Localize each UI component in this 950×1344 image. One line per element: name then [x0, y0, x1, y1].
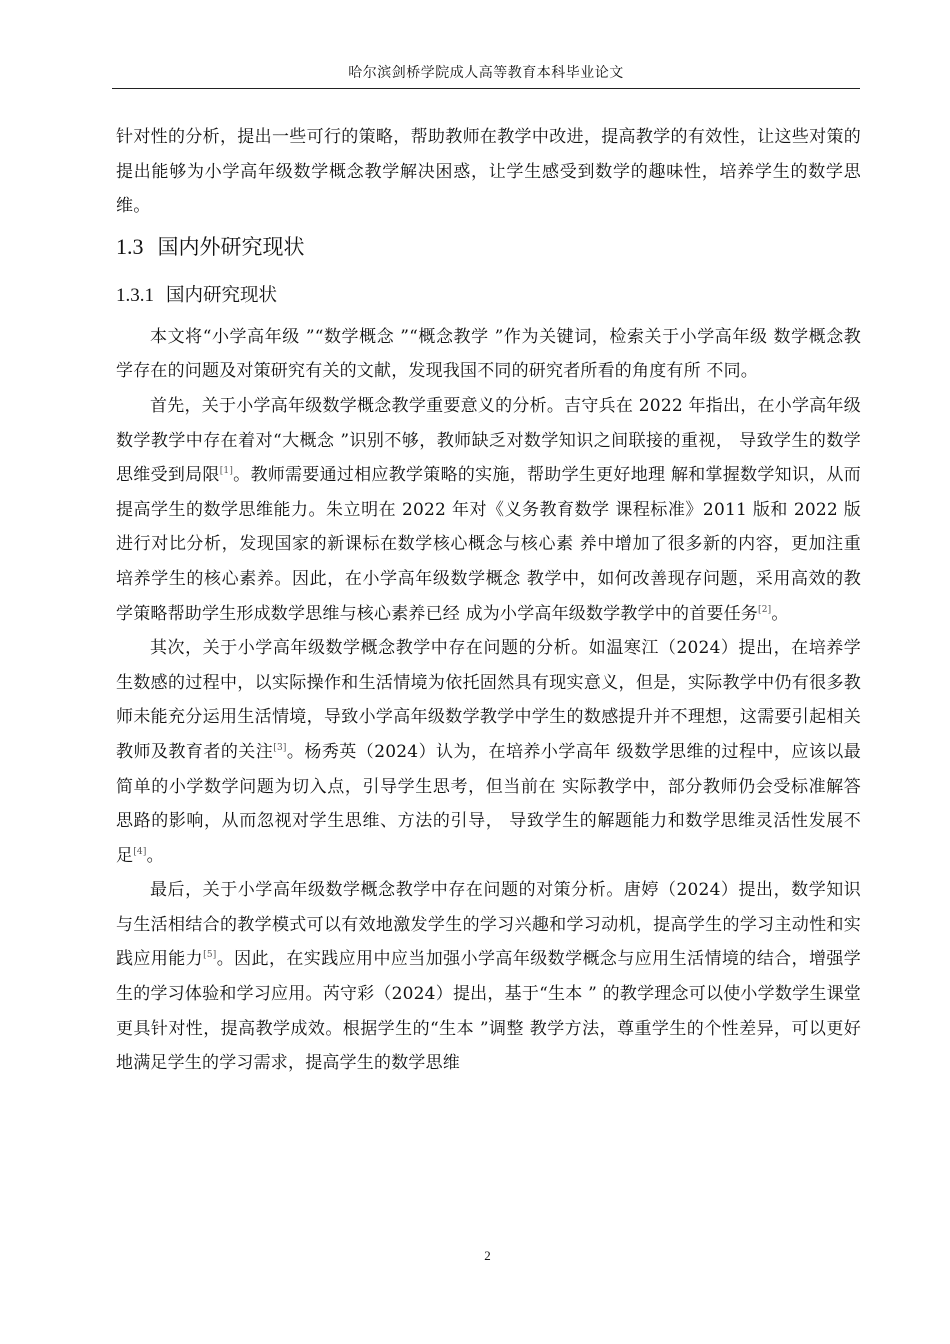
citation-2: [2] [758, 604, 772, 615]
paragraph-keywords: 本文将“小学高年级 ”“数学概念 ”“概念教学 ”作为关键词，检索关于小学高年级 数学概念教学存在的问题及对策研究有关的文献，发现我国不同的研究者所看的角度有所 不同。 [116, 326, 861, 382]
paragraph-text: 其次，关于小学高年级数学概念教学中存在问题的分析。如温寒江（2024）提出，在培养学生数感的过程中，以实际操作和生活情境为依托固然具有现实意义，但是，实际教学中仍有很多教师未能充分运用生活情境，导致小学高年级数学教学中学生的数感提升并不理想，这需要引起相关教师及教育者的关注 [116, 638, 861, 762]
body-text [116, 120, 861, 1081]
paragraph-text: 。杨秀英（2024）认为，在培养小学高年 级数学思维的过程中，应该以最简单的小学数学问题为切入点，引导学生思考，但当前在 实际教学中，部分教师仍会受标准解答思路的影响，从而忽视对学生思维、方法的引导， 导致学生的解题能力和数学思维灵活性发展不足 [116, 741, 861, 866]
paragraph-significance [116, 389, 861, 631]
paragraph-countermeasures [116, 873, 861, 1081]
section-title: 国内外研究现状 [157, 234, 305, 259]
running-header: 哈尔滨剑桥学院成人高等教育本科毕业论文 [348, 65, 624, 81]
subsection-number: 1.3.1 [116, 284, 154, 306]
citation-4: [4] [133, 846, 147, 857]
citation-5: [5] [203, 950, 217, 961]
citation-1: [1] [219, 466, 234, 477]
paragraph-problems [116, 631, 861, 873]
subsection-heading [116, 274, 861, 320]
subsection-title: 国内研究现状 [166, 284, 278, 306]
section-number: 1.3 [116, 233, 144, 259]
paragraph-text: 最后，关于小学高年级数学概念教学中存在问题的对策分析。唐婷（2024）提出，数学知识与生活相结合的教学模式可以有效地激发学生的学习兴趣和学习动机，提高学生的学习主动性和实践应用能力 [116, 880, 861, 970]
intro-paragraph: 针对性的分析，提出一些可行的策略，帮助教师在教学中改进，提高教学的有效性，让这些对策的提出能够为小学高年级数学概念教学解决困惑，让学生感受到数学的趣味性，培养学生的数学思维。 [116, 127, 861, 217]
paragraph-text: 。 [146, 845, 164, 866]
paragraph-text: 。教师需要通过相应教学策略的实施，帮助学生更好地理 解和掌握数学知识，从而提高学生的数学思维能力。朱立明在 2022 年对《义务教育数学 课程标准》2011 版和 2022 版进行对比分析，发现国家的新课标在数学核心概念与核心素 养中增加了很多新的内容，更加注重培养学生的核心素养。因此，在小学高年级数学概念 教学中，如何改善现存问题，采用高效的教学策略帮助学生形成数学思维与核心素养已经 成为小学高年级数学教学中的首要任务 [116, 465, 861, 624]
citation-3: [3] [273, 742, 287, 753]
header-rule [112, 88, 860, 89]
page-number: 2 [484, 1248, 491, 1263]
section-heading [116, 226, 861, 274]
paragraph-text: 。因此，在实践应用中应当加强小学高年级数学概念与应用生活情境的结合，增强学生的学习体验和学习应用。芮守彩（2024）提出，基于“生本 ” 的教学理念可以使小学数学生课堂更具针对性，提高教学成效。根据学生的“生本 ”调整 教学方法，尊重学生的个性差异，可以更好地满足学生的学习需求，提高学生的数学思维 [116, 949, 862, 1074]
paragraph-text: 。 [771, 603, 789, 624]
paragraph-text: 首先，关于小学高年级数学概念教学重要意义的分析。吉守兵在 2022 年指出，在小学高年级数学教学中存在着对“大概念 ”识别不够，教师缺乏对数学知识之间联接的重视， 导致学生的数学思维受到局限 [116, 395, 861, 486]
